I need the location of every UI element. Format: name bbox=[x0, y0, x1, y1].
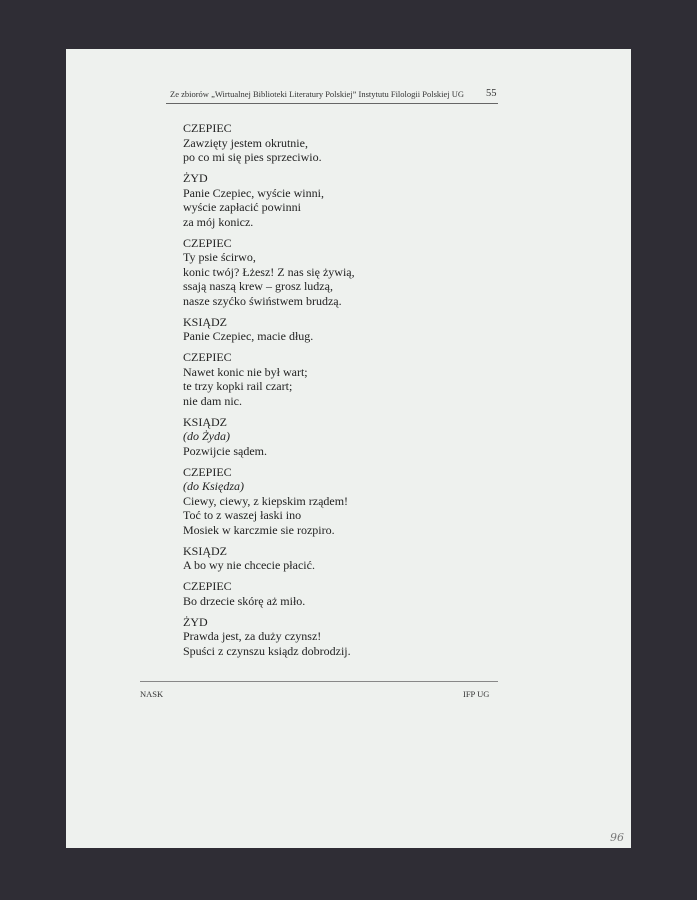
speaker-name: CZEPIEC bbox=[183, 579, 232, 593]
dialogue-block bbox=[183, 315, 483, 344]
dialogue-block bbox=[183, 544, 483, 573]
verse-line: wyście zapłacić powinni bbox=[183, 200, 301, 214]
speaker-name: CZEPIEC bbox=[183, 464, 232, 479]
verse-line: Zawzięty jestem okrutnie, bbox=[183, 135, 308, 150]
footer-right-label: IFP UG bbox=[463, 689, 490, 699]
dialogue-block bbox=[183, 236, 483, 309]
verse-line: Bo drzecie skórę aż miło. bbox=[183, 593, 306, 608]
verse-line: Mosiek w karczmie sie rozpiro. bbox=[183, 522, 335, 537]
footer-rule bbox=[140, 681, 498, 682]
verse-line: za mój konicz. bbox=[183, 214, 254, 229]
speaker-name: KSIĄDZ bbox=[183, 414, 227, 429]
speaker-name: ŻYD bbox=[183, 614, 208, 629]
dialogue-block bbox=[183, 579, 483, 608]
speaker-name: KSIĄDZ bbox=[183, 314, 227, 329]
speaker-name: ŻYD bbox=[183, 171, 208, 185]
verse-line: Prawda jest, za duży czynsz! bbox=[183, 629, 322, 643]
verse-line: Nawet konic nie był wart; bbox=[183, 364, 308, 379]
verse-line: te trzy kopki rail czart; bbox=[183, 379, 293, 393]
verse-line: Ciewy, ciewy, z kiepskim rządem! bbox=[183, 493, 349, 508]
dialogue-block bbox=[183, 415, 483, 459]
handwritten-page-mark: 96 bbox=[610, 831, 624, 844]
verse-line: Toć to z waszej łaski ino bbox=[183, 508, 302, 522]
dialogue-block bbox=[183, 121, 483, 165]
dialogue-block bbox=[183, 465, 483, 538]
speaker-name: KSIĄDZ bbox=[183, 543, 227, 558]
verse-line: Panie Czepiec, macie dług. bbox=[183, 329, 314, 343]
speaker-name: CZEPIEC bbox=[183, 121, 232, 135]
verse-line: Pozwijcie sądem. bbox=[183, 443, 267, 458]
dialogue-block bbox=[183, 171, 483, 229]
page-header: Ze zbiorów „Wirtualnej Biblioteki Literatury Polskiej” Instytutu Filologii Polskiej UG bbox=[170, 89, 465, 99]
verse-line: nie dam nic. bbox=[183, 393, 242, 408]
verse-line: Spuści z czynszu ksiądz dobrodzij. bbox=[183, 643, 351, 658]
footer-left-label: NASK bbox=[140, 689, 164, 699]
page-number: 55 bbox=[486, 88, 497, 99]
verse-line: nasze szyćko świństwem brudzą. bbox=[183, 293, 342, 308]
verse-line: Panie Czepiec, wyście winni, bbox=[183, 185, 324, 200]
stage-direction: (do Żyda) bbox=[183, 429, 230, 443]
speaker-name: CZEPIEC bbox=[183, 235, 232, 250]
verse-line: ssają naszą krew – grosz ludzą, bbox=[183, 279, 333, 293]
dialogue-content bbox=[183, 121, 483, 665]
dialogue-block bbox=[183, 615, 483, 659]
stage-direction: (do Księdza) bbox=[183, 479, 244, 493]
verse-line: po co mi się pies sprzeciwio. bbox=[183, 150, 322, 164]
speaker-name: CZEPIEC bbox=[183, 350, 232, 364]
dialogue-block bbox=[183, 350, 483, 408]
header-rule bbox=[166, 103, 498, 104]
verse-line: A bo wy nie chcecie płacić. bbox=[183, 558, 315, 572]
document-page bbox=[66, 49, 631, 848]
verse-line: Ty psie ścirwo, bbox=[183, 250, 256, 264]
verse-line: konic twój? Łżesz! Z nas się żywią, bbox=[183, 264, 355, 279]
